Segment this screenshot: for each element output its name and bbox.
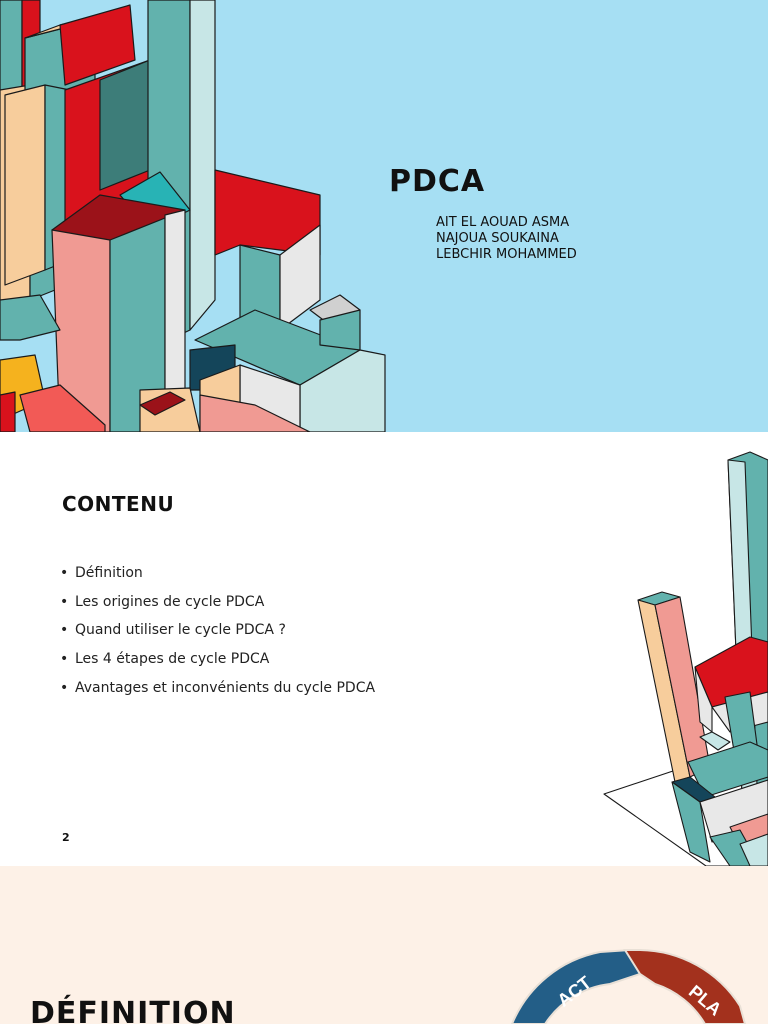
title-slide (0, 0, 768, 432)
cityscape-illustration (0, 0, 390, 432)
pdca-cycle-diagram (0, 866, 768, 1024)
definition-heading: DÉFINITION (30, 996, 236, 1024)
contents-slide (0, 432, 768, 866)
definition-slide (0, 866, 768, 1024)
author-name: AIT EL AOUAD ASMA (436, 215, 570, 230)
building-illustration (0, 432, 768, 866)
plan-label: PLA (684, 981, 726, 1020)
contents-heading: CONTENU (62, 492, 175, 516)
list-item: • Quand utiliser le cycle PDCA ? (60, 622, 286, 639)
author-list (436, 215, 577, 263)
page-number: 2 (62, 831, 70, 844)
list-item: • Les origines de cycle PDCA (60, 593, 265, 610)
act-label: ACT (553, 972, 596, 1011)
plan-arc (625, 950, 745, 1024)
list-item: • Avantages et inconvénients du cycle PDCA (60, 679, 376, 696)
list-item: • Définition (60, 565, 143, 581)
presentation-title: PDCA (389, 164, 486, 199)
author-name: NAJOUA SOUKAINA (436, 231, 559, 246)
author-name: LEBCHIR MOHAMMED (436, 247, 577, 262)
list-item: • Les 4 étapes de cycle PDCA (60, 651, 270, 668)
